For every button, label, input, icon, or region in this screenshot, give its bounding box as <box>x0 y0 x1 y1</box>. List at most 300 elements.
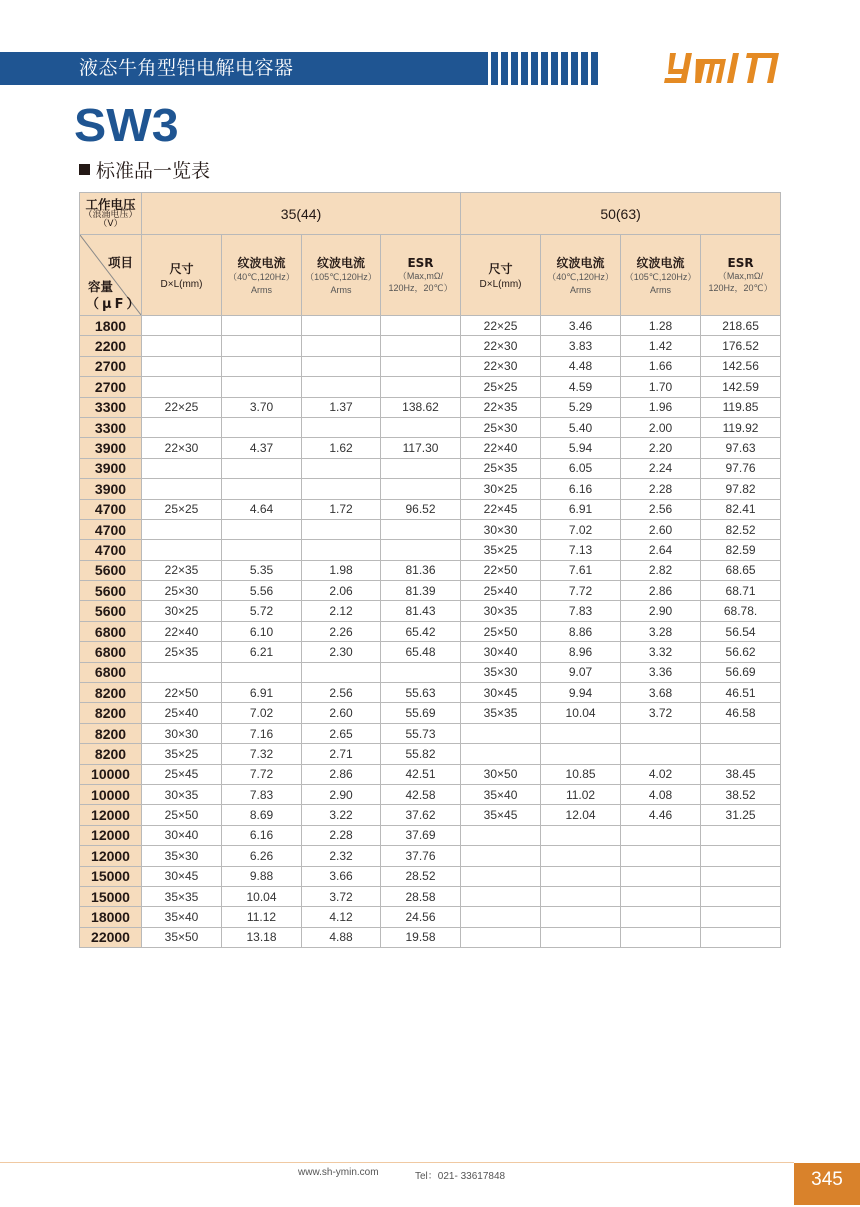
v50-esr-cell: 119.92 <box>701 417 781 437</box>
v50-ripple-105c-cell: 2.56 <box>621 499 701 519</box>
v50-size-cell <box>461 744 541 764</box>
capacitance-cell: 22000 <box>80 927 142 947</box>
v35-ripple-105c-cell <box>302 540 381 560</box>
capacitance-cell: 8200 <box>80 683 142 703</box>
v35-ripple-105c-cell: 2.28 <box>302 825 381 845</box>
capacitance-cell: 10000 <box>80 764 142 784</box>
v35-size-cell: 35×35 <box>142 886 222 906</box>
v50-esr-cell: 38.45 <box>701 764 781 784</box>
table-row <box>80 703 781 723</box>
v35-size-cell: 30×30 <box>142 723 222 743</box>
capacitance-cell: 12000 <box>80 846 142 866</box>
v50-ripple-40c-cell: 7.72 <box>541 581 621 601</box>
v35-ripple-40c-cell: 8.69 <box>222 805 302 825</box>
v35-ripple-105c-cell <box>302 479 381 499</box>
capacitance-cell: 5600 <box>80 601 142 621</box>
v35-esr-cell <box>381 540 461 560</box>
column-subtitle-2: Arms <box>330 284 352 295</box>
v50-ripple-40c-cell: 5.29 <box>541 397 621 417</box>
table-row <box>80 397 781 417</box>
v35-ripple-40c-cell: 7.16 <box>222 723 302 743</box>
table-row <box>80 601 781 621</box>
v50-size-cell <box>461 825 541 845</box>
v50-size-cell: 30×40 <box>461 642 541 662</box>
voltage-group-50: 50(63) <box>461 193 781 235</box>
v50-size-cell <box>461 723 541 743</box>
spec-table <box>79 192 781 948</box>
v35-ripple-40c-cell: 9.88 <box>222 866 302 886</box>
column-header-v50-2 <box>621 235 701 316</box>
v35-esr-cell <box>381 479 461 499</box>
v35-ripple-40c-cell: 7.83 <box>222 784 302 804</box>
v50-esr-cell: 56.62 <box>701 642 781 662</box>
v50-esr-cell: 68.71 <box>701 581 781 601</box>
v50-size-cell: 35×45 <box>461 805 541 825</box>
v35-esr-cell: 37.76 <box>381 846 461 866</box>
ymin-logo-icon <box>662 49 782 87</box>
v35-size-cell <box>142 377 222 397</box>
v35-ripple-105c-cell: 1.72 <box>302 499 381 519</box>
capacitance-cell: 2200 <box>80 336 142 356</box>
v35-size-cell: 30×35 <box>142 784 222 804</box>
table-row <box>80 723 781 743</box>
table-row <box>80 560 781 580</box>
voltage-header-cell <box>80 193 142 235</box>
v35-ripple-105c-cell: 2.32 <box>302 846 381 866</box>
v35-ripple-40c-cell <box>222 479 302 499</box>
v35-ripple-105c-cell: 4.88 <box>302 927 381 947</box>
v35-size-cell: 22×35 <box>142 560 222 580</box>
series-title: SW3 <box>74 99 179 151</box>
v35-ripple-40c-cell: 6.91 <box>222 683 302 703</box>
table-row <box>80 458 781 478</box>
column-header-v50-3 <box>701 235 781 316</box>
v35-ripple-105c-cell: 2.06 <box>302 581 381 601</box>
v35-ripple-40c-cell: 7.32 <box>222 744 302 764</box>
page-number: 345 <box>794 1163 860 1205</box>
table-row <box>80 642 781 662</box>
capacitance-cell: 6800 <box>80 642 142 662</box>
v35-size-cell <box>142 458 222 478</box>
v50-ripple-105c-cell: 2.20 <box>621 438 701 458</box>
v35-ripple-105c-cell: 3.66 <box>302 866 381 886</box>
v35-size-cell: 25×25 <box>142 499 222 519</box>
v35-size-cell: 35×30 <box>142 846 222 866</box>
v35-size-cell <box>142 316 222 336</box>
v50-size-cell: 22×35 <box>461 397 541 417</box>
v35-ripple-105c-cell: 2.90 <box>302 784 381 804</box>
v50-esr-cell <box>701 866 781 886</box>
column-title: 纹波电流 <box>556 256 605 271</box>
capacitance-cell: 3900 <box>80 438 142 458</box>
v50-ripple-40c-cell: 8.96 <box>541 642 621 662</box>
v50-ripple-40c-cell <box>541 927 621 947</box>
v50-ripple-40c-cell <box>541 723 621 743</box>
capacitance-cell: 6800 <box>80 621 142 641</box>
table-row <box>80 846 781 866</box>
v50-ripple-105c-cell: 2.24 <box>621 458 701 478</box>
v35-size-cell: 25×30 <box>142 581 222 601</box>
v50-ripple-105c-cell: 4.46 <box>621 805 701 825</box>
v50-esr-cell: 82.41 <box>701 499 781 519</box>
v35-esr-cell: 37.69 <box>381 825 461 845</box>
v35-ripple-105c-cell <box>302 662 381 682</box>
column-subtitle: D×L(mm) <box>479 279 522 290</box>
v35-esr-cell: 19.58 <box>381 927 461 947</box>
banner-stripes <box>491 52 598 85</box>
v50-ripple-40c-cell: 6.16 <box>541 479 621 499</box>
v35-esr-cell <box>381 662 461 682</box>
v35-ripple-40c-cell: 7.72 <box>222 764 302 784</box>
v35-ripple-40c-cell <box>222 316 302 336</box>
v35-ripple-105c-cell: 1.37 <box>302 397 381 417</box>
v35-ripple-40c-cell: 10.04 <box>222 886 302 906</box>
v50-esr-cell: 56.69 <box>701 662 781 682</box>
v35-size-cell <box>142 356 222 376</box>
v50-esr-cell: 56.54 <box>701 621 781 641</box>
column-title: 尺寸 <box>488 262 513 276</box>
v35-ripple-105c-cell: 3.72 <box>302 886 381 906</box>
v35-esr-cell: 37.62 <box>381 805 461 825</box>
v35-esr-cell: 55.69 <box>381 703 461 723</box>
table-row <box>80 866 781 886</box>
v50-esr-cell: 68.65 <box>701 560 781 580</box>
v50-ripple-105c-cell: 1.96 <box>621 397 701 417</box>
v50-size-cell: 30×50 <box>461 764 541 784</box>
v50-size-cell <box>461 927 541 947</box>
v35-esr-cell <box>381 458 461 478</box>
table-row <box>80 907 781 927</box>
v50-ripple-40c-cell: 5.94 <box>541 438 621 458</box>
column-title: 纹波电流 <box>237 256 286 271</box>
column-subtitle: （Max,mΩ/ <box>397 270 444 281</box>
v35-esr-cell <box>381 377 461 397</box>
v50-ripple-40c-cell <box>541 846 621 866</box>
v35-ripple-105c-cell <box>302 377 381 397</box>
v35-ripple-40c-cell: 7.02 <box>222 703 302 723</box>
capacitance-cell: 8200 <box>80 703 142 723</box>
v35-size-cell: 25×45 <box>142 764 222 784</box>
table-row <box>80 886 781 906</box>
v35-ripple-40c-cell <box>222 519 302 539</box>
v50-esr-cell: 82.59 <box>701 540 781 560</box>
column-title: 纹波电流 <box>636 256 685 271</box>
voltage-group-35: 35(44) <box>142 193 461 235</box>
table-row <box>80 927 781 947</box>
v50-size-cell: 25×50 <box>461 621 541 641</box>
table-row <box>80 336 781 356</box>
v50-esr-cell: 142.56 <box>701 356 781 376</box>
v35-ripple-105c-cell <box>302 356 381 376</box>
v50-esr-cell: 218.65 <box>701 316 781 336</box>
v35-ripple-105c-cell <box>302 316 381 336</box>
v35-size-cell: 22×25 <box>142 397 222 417</box>
v35-esr-cell <box>381 417 461 437</box>
v50-ripple-105c-cell <box>621 846 701 866</box>
v35-ripple-40c-cell: 6.26 <box>222 846 302 866</box>
header-banner <box>0 52 488 85</box>
v35-ripple-105c-cell: 2.71 <box>302 744 381 764</box>
v35-esr-cell: 81.39 <box>381 581 461 601</box>
v50-size-cell: 35×35 <box>461 703 541 723</box>
v35-size-cell: 22×40 <box>142 621 222 641</box>
v50-size-cell: 22×30 <box>461 336 541 356</box>
column-title: 纹波电流 <box>316 256 365 271</box>
v50-esr-cell: 31.25 <box>701 805 781 825</box>
column-header-v50-1 <box>541 235 621 316</box>
v50-ripple-105c-cell: 2.60 <box>621 519 701 539</box>
capacitance-cell: 10000 <box>80 784 142 804</box>
v35-size-cell: 35×25 <box>142 744 222 764</box>
v50-ripple-40c-cell <box>541 825 621 845</box>
v35-esr-cell: 42.51 <box>381 764 461 784</box>
v35-ripple-105c-cell: 2.60 <box>302 703 381 723</box>
column-subtitle: （40℃,120Hz） <box>547 272 614 283</box>
v35-ripple-105c-cell: 1.98 <box>302 560 381 580</box>
v50-ripple-40c-cell: 11.02 <box>541 784 621 804</box>
v50-ripple-105c-cell: 1.28 <box>621 316 701 336</box>
v50-esr-cell: 46.51 <box>701 683 781 703</box>
v50-ripple-40c-cell: 6.05 <box>541 458 621 478</box>
capacitance-cell: 3900 <box>80 479 142 499</box>
v50-size-cell <box>461 866 541 886</box>
v50-ripple-105c-cell: 2.90 <box>621 601 701 621</box>
v35-ripple-105c-cell <box>302 458 381 478</box>
column-subtitle: （105℃,120Hz） <box>624 272 697 283</box>
capacitance-cell: 18000 <box>80 907 142 927</box>
v35-size-cell: 35×40 <box>142 907 222 927</box>
v50-ripple-105c-cell: 3.28 <box>621 621 701 641</box>
v35-esr-cell <box>381 316 461 336</box>
v35-ripple-40c-cell: 6.21 <box>222 642 302 662</box>
v50-size-cell: 22×45 <box>461 499 541 519</box>
v50-ripple-105c-cell: 3.32 <box>621 642 701 662</box>
v35-ripple-40c-cell <box>222 417 302 437</box>
v50-esr-cell: 97.76 <box>701 458 781 478</box>
v50-esr-cell: 38.52 <box>701 784 781 804</box>
v35-size-cell <box>142 662 222 682</box>
v50-size-cell <box>461 846 541 866</box>
v35-size-cell: 22×30 <box>142 438 222 458</box>
v50-ripple-40c-cell: 9.07 <box>541 662 621 682</box>
v50-esr-cell <box>701 927 781 947</box>
table-row <box>80 662 781 682</box>
capacitance-cell: 2700 <box>80 377 142 397</box>
table-row <box>80 356 781 376</box>
capacitance-cell: 3900 <box>80 458 142 478</box>
v35-esr-cell: 24.56 <box>381 907 461 927</box>
column-title: ESR <box>407 255 434 270</box>
column-header-v35-0 <box>142 235 222 316</box>
v50-ripple-40c-cell <box>541 886 621 906</box>
v35-ripple-105c-cell: 1.62 <box>302 438 381 458</box>
v50-ripple-40c-cell: 4.48 <box>541 356 621 376</box>
v50-ripple-105c-cell: 2.82 <box>621 560 701 580</box>
v50-size-cell <box>461 907 541 927</box>
v50-esr-cell <box>701 846 781 866</box>
v50-ripple-105c-cell: 2.00 <box>621 417 701 437</box>
v50-ripple-105c-cell: 3.72 <box>621 703 701 723</box>
v35-size-cell: 35×50 <box>142 927 222 947</box>
v35-ripple-105c-cell: 2.26 <box>302 621 381 641</box>
v50-size-cell: 30×35 <box>461 601 541 621</box>
v50-ripple-40c-cell: 8.86 <box>541 621 621 641</box>
v35-size-cell: 25×40 <box>142 703 222 723</box>
v35-esr-cell <box>381 336 461 356</box>
v35-ripple-40c-cell: 4.37 <box>222 438 302 458</box>
v35-esr-cell: 55.63 <box>381 683 461 703</box>
capacitance-cell: 5600 <box>80 560 142 580</box>
capacitance-cell: 5600 <box>80 581 142 601</box>
v50-ripple-105c-cell: 3.36 <box>621 662 701 682</box>
table-row <box>80 316 781 336</box>
v35-ripple-105c-cell: 2.56 <box>302 683 381 703</box>
capacitance-cell: 8200 <box>80 744 142 764</box>
v35-ripple-105c-cell: 4.12 <box>302 907 381 927</box>
v50-esr-cell: 68.78. <box>701 601 781 621</box>
footer-tel: Tel：021- 33617848 <box>415 1171 506 1182</box>
v35-esr-cell <box>381 519 461 539</box>
v35-size-cell: 30×25 <box>142 601 222 621</box>
v35-ripple-105c-cell: 2.12 <box>302 601 381 621</box>
capacitance-cell: 1800 <box>80 316 142 336</box>
capacitance-cell: 12000 <box>80 825 142 845</box>
v35-size-cell: 22×50 <box>142 683 222 703</box>
v35-esr-cell: 65.42 <box>381 621 461 641</box>
v35-size-cell <box>142 417 222 437</box>
v35-ripple-40c-cell: 4.64 <box>222 499 302 519</box>
v35-ripple-40c-cell <box>222 540 302 560</box>
v50-ripple-105c-cell <box>621 907 701 927</box>
column-subtitle: D×L(mm) <box>160 279 203 290</box>
v50-esr-cell <box>701 907 781 927</box>
v35-ripple-40c-cell <box>222 458 302 478</box>
capacitance-label: 容量 <box>88 279 114 294</box>
column-header-v50-0 <box>461 235 541 316</box>
capacitance-cell: 3300 <box>80 417 142 437</box>
capacitance-cell: 12000 <box>80 805 142 825</box>
v50-ripple-105c-cell: 2.86 <box>621 581 701 601</box>
table-row <box>80 805 781 825</box>
table-row <box>80 683 781 703</box>
v35-esr-cell: 28.58 <box>381 886 461 906</box>
v50-ripple-40c-cell <box>541 744 621 764</box>
column-subtitle: （105℃,120Hz） <box>305 272 377 283</box>
section-title <box>79 156 210 183</box>
v35-esr-cell <box>381 356 461 376</box>
v50-ripple-105c-cell <box>621 927 701 947</box>
v35-ripple-105c-cell: 3.22 <box>302 805 381 825</box>
v50-esr-cell <box>701 825 781 845</box>
v35-ripple-40c-cell: 6.10 <box>222 621 302 641</box>
v35-ripple-105c-cell <box>302 519 381 539</box>
table-row <box>80 784 781 804</box>
v50-ripple-40c-cell: 7.02 <box>541 519 621 539</box>
column-subtitle-2: Arms <box>570 284 592 295</box>
banner-title: 液态牛角型铝电解电容器 <box>79 57 294 79</box>
table-row <box>80 479 781 499</box>
capacitance-unit: （μF） <box>86 297 143 312</box>
capacitance-cell: 4700 <box>80 540 142 560</box>
v50-size-cell: 25×35 <box>461 458 541 478</box>
v35-ripple-40c-cell <box>222 377 302 397</box>
v50-size-cell: 30×30 <box>461 519 541 539</box>
v50-size-cell: 25×40 <box>461 581 541 601</box>
v50-esr-cell: 82.52 <box>701 519 781 539</box>
item-label: 项目 <box>107 255 133 270</box>
v35-esr-cell: 117.30 <box>381 438 461 458</box>
v50-ripple-105c-cell <box>621 825 701 845</box>
square-bullet-icon <box>79 164 90 175</box>
corner-diagonal-cell <box>80 235 142 316</box>
v50-size-cell: 22×50 <box>461 560 541 580</box>
column-title: ESR <box>727 255 754 270</box>
v50-ripple-105c-cell <box>621 723 701 743</box>
column-subtitle-2: 120Hz，20℃） <box>708 283 773 293</box>
column-subtitle-2: Arms <box>251 284 272 295</box>
v50-ripple-40c-cell: 3.46 <box>541 316 621 336</box>
v50-ripple-105c-cell <box>621 866 701 886</box>
v50-ripple-105c-cell: 2.64 <box>621 540 701 560</box>
v50-ripple-105c-cell: 4.08 <box>621 784 701 804</box>
table-row <box>80 499 781 519</box>
v35-esr-cell: 55.82 <box>381 744 461 764</box>
v50-ripple-40c-cell: 3.83 <box>541 336 621 356</box>
v35-size-cell <box>142 540 222 560</box>
v35-ripple-40c-cell <box>222 336 302 356</box>
v50-ripple-105c-cell: 3.68 <box>621 683 701 703</box>
v35-ripple-40c-cell <box>222 662 302 682</box>
v50-esr-cell: 119.85 <box>701 397 781 417</box>
v35-esr-cell: 138.62 <box>381 397 461 417</box>
v35-size-cell <box>142 519 222 539</box>
v50-size-cell <box>461 886 541 906</box>
v50-esr-cell <box>701 886 781 906</box>
v35-size-cell: 25×35 <box>142 642 222 662</box>
v50-ripple-40c-cell: 7.83 <box>541 601 621 621</box>
v50-esr-cell: 46.58 <box>701 703 781 723</box>
v50-size-cell: 35×25 <box>461 540 541 560</box>
v35-ripple-40c-cell <box>222 356 302 376</box>
v35-ripple-40c-cell: 5.35 <box>222 560 302 580</box>
column-subtitle: （Max,mΩ/ <box>717 270 764 281</box>
column-title: 尺寸 <box>169 262 194 276</box>
v50-size-cell: 22×40 <box>461 438 541 458</box>
capacitance-cell: 4700 <box>80 519 142 539</box>
v50-size-cell: 30×45 <box>461 683 541 703</box>
v50-esr-cell: 97.63 <box>701 438 781 458</box>
capacitance-cell: 15000 <box>80 886 142 906</box>
v50-ripple-40c-cell: 10.04 <box>541 703 621 723</box>
v50-ripple-105c-cell: 4.02 <box>621 764 701 784</box>
capacitance-cell: 6800 <box>80 662 142 682</box>
table-row <box>80 377 781 397</box>
v50-ripple-40c-cell: 7.13 <box>541 540 621 560</box>
v35-esr-cell: 65.48 <box>381 642 461 662</box>
v50-ripple-105c-cell: 1.42 <box>621 336 701 356</box>
v35-esr-cell: 55.73 <box>381 723 461 743</box>
footer-website: www.sh-ymin.com <box>298 1167 379 1178</box>
capacitance-cell: 8200 <box>80 723 142 743</box>
table-row <box>80 621 781 641</box>
v35-esr-cell: 81.43 <box>381 601 461 621</box>
v35-ripple-105c-cell <box>302 336 381 356</box>
column-header-v35-2 <box>302 235 381 316</box>
v50-ripple-40c-cell: 5.40 <box>541 417 621 437</box>
table-row <box>80 438 781 458</box>
capacitance-cell: 15000 <box>80 866 142 886</box>
v35-ripple-40c-cell: 6.16 <box>222 825 302 845</box>
